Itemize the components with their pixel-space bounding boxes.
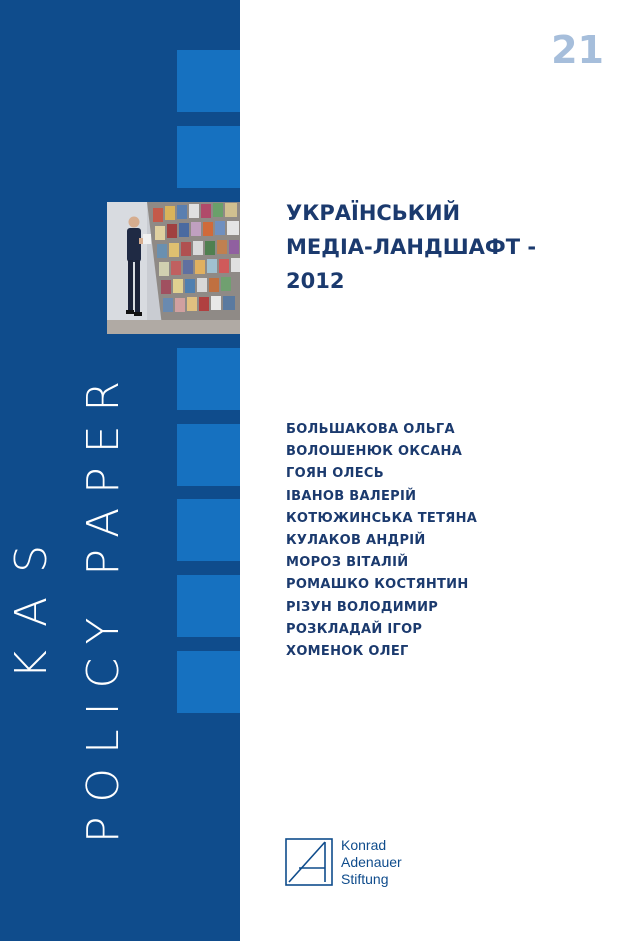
- decorative-square: [177, 424, 240, 486]
- decorative-square: [177, 575, 240, 637]
- author-list: [286, 419, 477, 663]
- author-name: РОЗКЛАДАЙ ІГОР: [286, 621, 423, 637]
- publisher-name-line: Konrad: [341, 837, 387, 853]
- kas-logo-icon: [285, 838, 333, 886]
- issue-number: 21: [551, 28, 604, 72]
- series-line-kas: KAS: [6, 520, 57, 680]
- title-line: УКРАЇНСЬКИЙ: [286, 201, 461, 225]
- decorative-square: [177, 126, 240, 188]
- publisher-name-line: Stiftung: [341, 871, 389, 887]
- author-name: ІВАНОВ ВАЛЕРІЙ: [286, 488, 417, 504]
- author-name: РІЗУН ВОЛОДИМИР: [286, 599, 439, 615]
- author-name: БОЛЬШАКОВА ОЛЬГА: [286, 422, 455, 437]
- author-name: РОМАШКО КОСТЯНТИН: [286, 577, 469, 593]
- series-line-policy-paper: POLICY PAPER: [78, 366, 129, 844]
- decorative-square: [177, 348, 240, 410]
- author-name: ГОЯН ОЛЕСЬ: [286, 466, 384, 482]
- cover-photo-newsstand: [107, 202, 240, 334]
- series-name-vertical: [0, 367, 140, 857]
- title-line: МЕДІА-ЛАНДШАФТ -: [286, 235, 537, 259]
- publisher-name: [341, 837, 402, 888]
- title-line: 2012: [286, 269, 345, 293]
- author-name: ВОЛОШЕНЮК ОКСАНА: [286, 444, 463, 460]
- document-title: [286, 196, 606, 298]
- author-name: КУЛАКОВ АНДРІЙ: [286, 533, 426, 549]
- decorative-square: [177, 499, 240, 561]
- author-name: КОТЮЖИНСЬКА ТЕТЯНА: [286, 510, 478, 526]
- publisher-name-line: Adenauer: [341, 854, 402, 870]
- publisher-logo: [285, 838, 402, 888]
- decorative-square: [177, 651, 240, 713]
- author-name: ХОМЕНОК ОЛЕГ: [286, 644, 409, 660]
- decorative-square: [177, 50, 240, 112]
- author-name: МОРОЗ ВІТАЛІЙ: [286, 555, 409, 571]
